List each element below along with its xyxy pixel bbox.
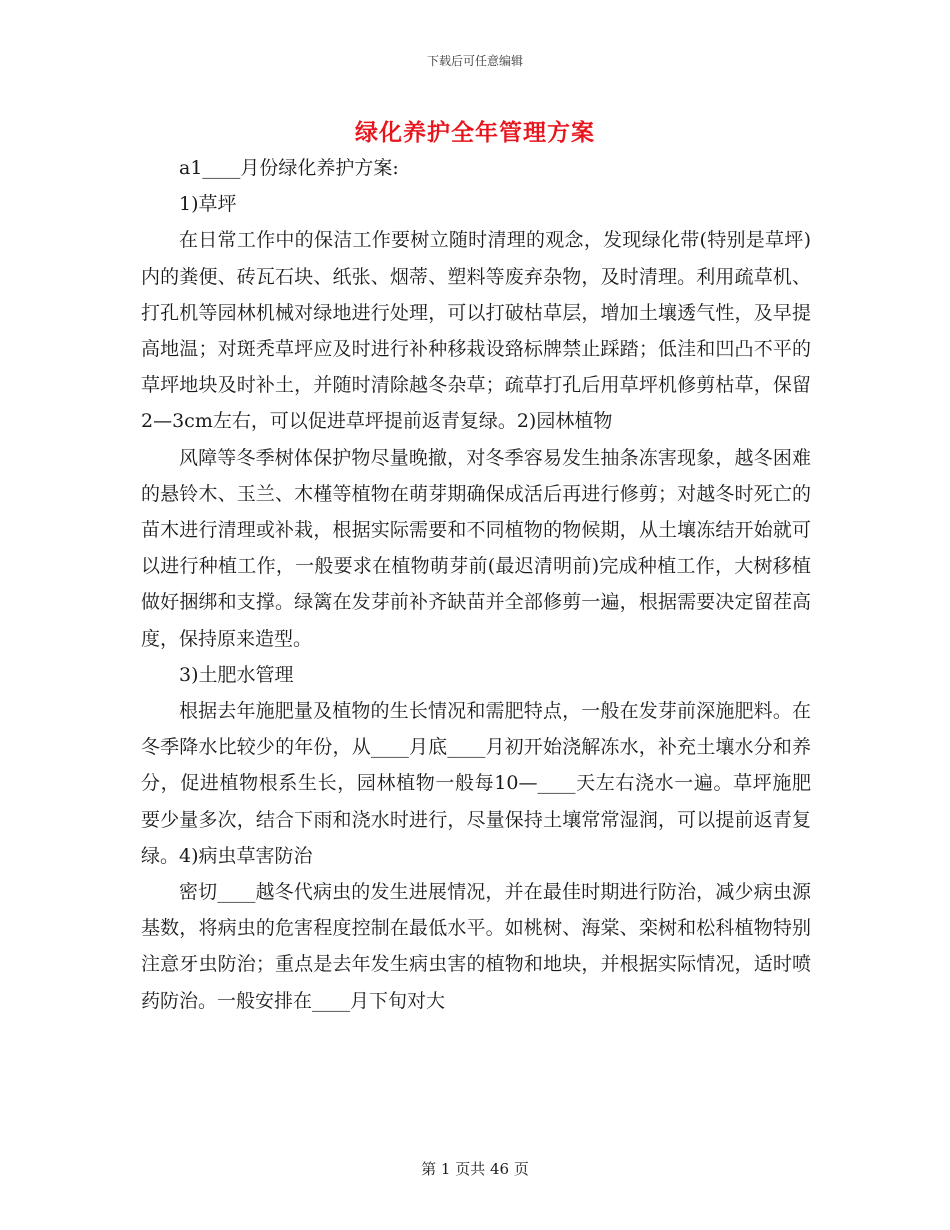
paragraph-month-plan: a1____月份绿化养护方案:: [179, 157, 399, 179]
paragraph-soil-fertilizer-water: 根据去年施肥量及植物的生长情况和需肥特点，一般在发芽前深施肥料。在冬季降水比较少的年份，从____月底____月初开始浇解冻水，补充土壤水分和养分，促进植物根系生长，园林植物一般每10—____天左右浇水一遍。草坪施肥要少量多次，结合下雨和浇水时进行，尽量保持土壤常常湿润，可以提前返青复绿。4)病虫草害防治: [141, 700, 811, 867]
document-body: [141, 150, 811, 1019]
page-header: 下载后可任意编辑: [426, 54, 523, 68]
heading-lawn: 1)草坪: [179, 193, 237, 216]
page-footer: 第 1 页共 46 页: [421, 1160, 529, 1178]
paragraph-plants: 风障等冬季树体保护物尽量晚撤，对冬季容易发生抽条冻害现象，越冬困难的悬铃木、玉兰、木槿等植物在萌芽期确保成活后再进行修剪；对越冬时死亡的苗木进行清理或补栽，根据实际需要和不同植物的物候期，从土壤冻结开始就可以进行种植工作，一般要求在植物萌芽前(最迟清明前)完成种植工作，大树移植做好捆绑和支撑。绿篱在发芽前补齐缺苗并全部修剪一遍，根据需要决定留茬高度，保持原来造型。: [141, 446, 811, 650]
paragraph-pest-control: 密切____越冬代病虫的发生进展情况，并在最佳时期进行防治，减少病虫源基数，将病虫的危害程度控制在最低水平。如桃树、海棠、栾树和松科植物特别注意牙虫防治；重点是去年发生病虫害的植物和地块，并根据实际情况，适时喷药防治。一般安排在____月下旬对大: [141, 881, 811, 1012]
heading-soil-fertilizer-water: 3)土肥水管理: [179, 663, 294, 686]
document-title: 绿化养护全年管理方案: [355, 119, 595, 146]
paragraph-lawn: 在日常工作中的保洁工作要树立随时清理的观念，发现绿化带(特别是草坪)内的粪便、砖瓦石块、纸张、烟蒂、塑料等废弃杂物，及时清理。利用疏草机、打孔机等园林机械对绿地进行处理，可以打破枯草层，增加土壤透气性，及早提高地温；对斑秃草坪应及时进行补种移栽设臵标牌禁止踩踏；低洼和凹凸不平的草坪地块及时补土，并随时清除越冬杂草；疏草打孔后用草坪机修剪枯草，保留2—3cm左右，可以促进草坪提前返青复绿。2)园林植物: [141, 229, 811, 433]
